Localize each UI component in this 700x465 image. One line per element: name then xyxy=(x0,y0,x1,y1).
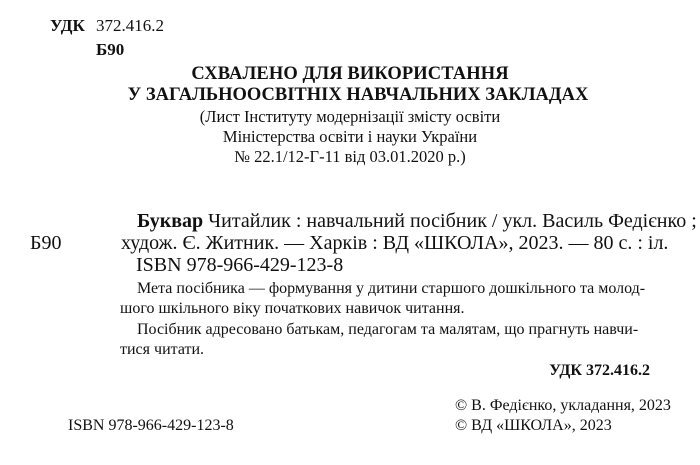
author-mark: Б90 xyxy=(96,40,125,59)
approval-title-line1: СХВАЛЕНО ДЛЯ ВИКОРИСТАННЯ xyxy=(191,64,509,84)
copyright-line2: © ВД «ШКОЛА», 2023 xyxy=(455,417,612,434)
copyright-line1: © В. Федієнко, укладання, 2023 xyxy=(455,397,671,414)
udk-bottom: УДК 372.416.2 xyxy=(549,362,650,379)
annotation-line2: шого шкільного віку початкових навичок читання. xyxy=(120,300,465,317)
approval-note-line3: № 22.1/12-Г-11 від 03.01.2020 р.) xyxy=(234,147,466,166)
bibliographic-entry-rest: Читайлик : навчальний посібник / укл. Василь Федієнко ; xyxy=(203,210,697,232)
udk-label: УДК xyxy=(50,16,85,35)
bibliographic-isbn: ISBN 978-966-429-123-8 xyxy=(136,254,344,276)
bibliographic-entry-line2: худож. Є. Житник. — Харків : ВД «ШКОЛА», 2023. — 80 с. : іл. xyxy=(121,232,669,254)
udk-code: 372.416.2 xyxy=(96,16,164,35)
bibliographic-entry-line1 xyxy=(137,210,697,233)
footer-isbn: ISBN 978-966-429-123-8 xyxy=(68,417,234,434)
approval-note-line2: Міністерства освіти і науки України xyxy=(222,127,478,146)
approval-title-line2: У ЗАГАЛЬНООСВІТНІХ НАВЧАЛЬНИХ ЗАКЛАДАХ xyxy=(127,85,589,105)
approval-note-line1: (Лист Інституту модернізації змісту освіти xyxy=(199,107,501,126)
annotation-line1: Мета посібника — формування у дитини старшого дошкільного та молод- xyxy=(137,280,646,297)
catalog-author-mark: Б90 xyxy=(30,232,62,254)
annotation-line4: тися читати. xyxy=(120,341,205,358)
annotation-line3: Посібник адресовано батькам, педагогам та малятам, що прагнуть навчи- xyxy=(137,321,639,338)
book-title: Буквар xyxy=(137,210,204,232)
